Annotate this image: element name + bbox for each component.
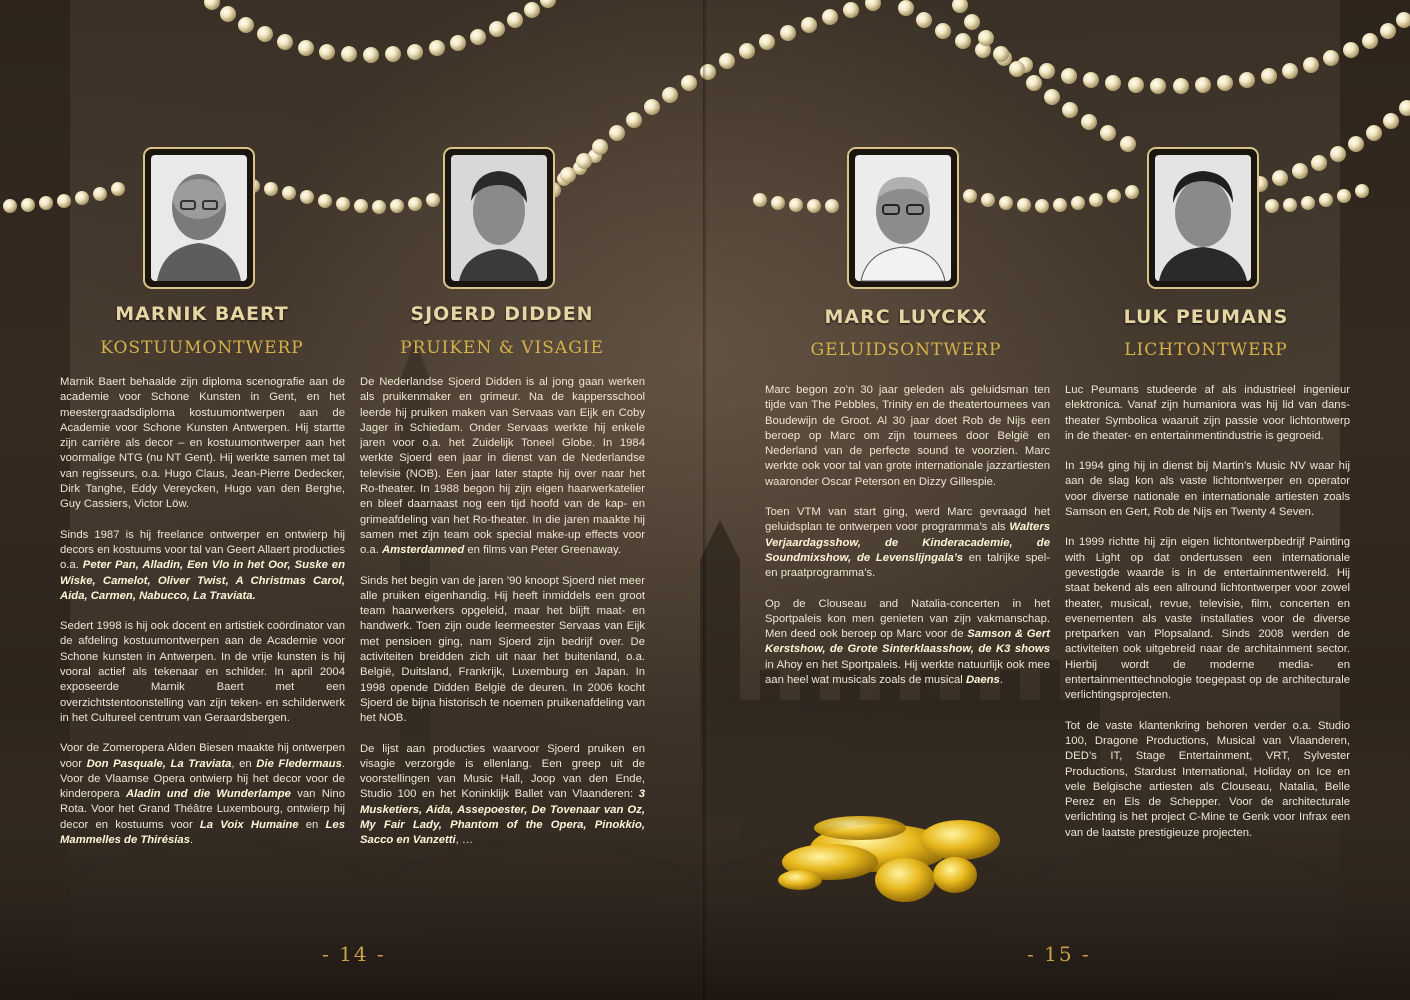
bio-paragraph	[1065, 383, 1350, 444]
role-marnik-baert: KOSTUUMONTWERP	[100, 338, 304, 358]
pearl-string-top-left	[204, 0, 556, 63]
bio-text: Marc begon zo’n 30 jaar geleden als geluidsman ten tijde van The Pebbles, Trinity en de theatertournees van Boudewijn de Groot. Al 30 jaar doet Rob de Nijs een beroep op Marc om zijn tournees door België en Nederland van de perfecte sound te voorzien. Marc werkte ook voor tal van grote internationale jazzartiesten waaronder Oscar Peterson en Dizzy Gillespie.	[765, 384, 1050, 488]
page-number-right: - 15 -	[1027, 942, 1091, 966]
portrait-luk-peumans	[1147, 147, 1259, 289]
role-sjoerd-didden: PRUIKEN & VISAGIE	[400, 338, 604, 358]
bio-title-emphasis: Die Fledermaus	[256, 757, 342, 770]
bio-text: en films van Peter Greenaway.	[464, 544, 621, 557]
role-marc-luyckx: GELUIDSONTWERP	[810, 340, 1002, 360]
bio-paragraph	[1065, 719, 1350, 841]
bio-text: van Nino Rota. Voor het Grand Théâtre Luxembourg, ontwierp hij decor en kostuums voor	[60, 788, 345, 831]
bio-text: Marnik Baert behaalde zijn diploma scenografie aan de academie voor Schone Kunsten in Gent, en het meestergraadsdiploma kostuumontwerpen aan de Academie voor Schone Kunsten Antwerpen. Hij startte zijn carrière als decor – en kostuumontwerper aan het voormalige NTG (nu NT Gent). Hij werkte samen met tal van regisseurs, o.a. Hugo Claus, Jean-Pierre Dedecker, Dirk Tanghe, Eddy Vereycken, Hugo van den Berghe, Guy Cassiers, Victor Löw.	[60, 376, 345, 511]
bio-title-emphasis: La Voix Humaine	[199, 818, 299, 831]
bio-paragraph	[765, 597, 1050, 689]
bio-marnik-baert	[60, 375, 345, 863]
bio-paragraph	[60, 619, 345, 726]
bio-text: Luc Peumans studeerde af als industrieel ingenieur elektronica. Vanaf zijn humaniora was hij lid van danstheater Symbolica waaruit zijn passie voor lichtontwerp in de theater- en entertainmentindustrie is gegroeid.	[1065, 384, 1350, 442]
name-luk-peumans: LUK PEUMANS	[1123, 306, 1289, 328]
bio-title-emphasis: Daens	[965, 674, 1000, 687]
pearl-string-right-upper	[898, 0, 1410, 94]
bio-paragraph	[360, 574, 645, 727]
bio-title-emphasis: Aladin und die Wunderlampe	[125, 788, 291, 801]
bio-text: .	[999, 674, 1003, 687]
bio-text: in Ahoy en het Sportpaleis. Hij werkte natuurlijk ook mee aan heel wat musicals zoals de musical	[765, 658, 1050, 687]
bio-text: De Nederlandse Sjoerd Didden is al jong gaan werken als pruikenmaker en grimeur. Na de kappersschool leerde hij pruiken maken van Servaas van Eijk en Coby Jager in Schiedam. Onder Servaas werkte hij enkele jaren voor o.a. het Zuidelijk Toneel Globe. In 1984 werkte Sjoerd een jaar in dienst van de Nederlandse televisie (NOB). Een jaar later stapte hij over naar het Ro-theater. In 1988 begon hij zijn eigen haarwerkatelier en bleef daarnaast nog een tijd hoofd van de kap- en grimeafdeling van het Ro-theater. In die jaren maakte hij samen met zijn team ook special make-up effects voor o.a.	[360, 376, 645, 557]
bio-text: , en	[231, 757, 257, 770]
portrait-marnik-baert	[143, 147, 255, 289]
bio-text: .	[189, 834, 194, 847]
name-sjoerd-didden: SJOERD DIDDEN	[410, 303, 594, 325]
bio-title-emphasis: Les Mammelles de Thirésias	[60, 818, 345, 847]
name-marnik-baert: MARNIK BAERT	[115, 303, 289, 325]
name-marc-luyckx: MARC LUYCKX	[824, 306, 988, 328]
bio-text: In 1994 ging hij in dienst bij Martin’s Music NV waar hij aan de slag kon als vaste lichtontwerper en operator voor diverse nationale en internationale artiesten zoals Samson en Gert, Rob de Nijs en Twenty 4 Seven.	[1065, 460, 1350, 519]
bio-text: Toen VTM van start ging, werd Marc gevraagd het geluidsplan te ontwerpen voor programma’s als	[765, 506, 1050, 534]
bio-title-emphasis: Samson & Gert Kerstshow, de Grote Sinterklaasshow, de K3 shows	[765, 628, 1050, 656]
bio-paragraph	[1065, 535, 1350, 703]
bio-paragraph	[60, 375, 345, 513]
pearl-string-top-center	[545, 0, 881, 198]
portrait-marc-luyckx	[847, 147, 959, 289]
portrait-sjoerd-didden	[443, 147, 555, 289]
bio-text: Tot de vaste klantenkring behoren verder o.a. Studio 100, Dragone Productions, Musical van Vlaanderen, DED’s IT, Stage Entertainment, VRT, Sylvester Productions, Stardust International, Holiday on Ice en vele Belgische artiesten als Clouseau, Natalia, Belle Perez en Els de Schepper. Voor de architecturale verlichting is het project C-Mine te Genk voor Infrax een van de laatste prestigieuze projecten.	[1065, 719, 1350, 839]
bio-paragraph	[60, 741, 345, 848]
bio-luk-peumans	[1065, 383, 1350, 856]
bio-text: Sinds het begin van de jaren ’90 knoopt Sjoerd niet meer alle pruiken eigenhandig. Hij heeft inmiddels een groot team haarwerkers opgeleid, maar het blijft maat- en handwerk. Toen zijn oude leermeester Servaas van Eijk met pensioen ging, nam Sjoerd zijn bedrijf over. De activiteiten breidden zich uit naar het buitenland, o.a. België, Duitsland, Frankrijk, Luxemburg en Japan. In 1998 opende Didden België de deuren. In 2006 kocht Sjoerd de bijna historisch te noemen pruikenafdeling van het NOB.	[360, 574, 645, 725]
bio-title-emphasis: Walters Verjaardagsshow, de Kinderacademie, de Soundmixshow, de Levenslijngala’s	[765, 521, 1050, 564]
bio-text: en	[298, 818, 326, 831]
bio-paragraph	[765, 383, 1050, 490]
bio-text: In 1999 richtte hij zijn eigen lichtontwerpbedrijf Painting with Light op dat ondertussen een internationale gevestigde waarde is in de entertainmentwereld. Hij staat bekend als een allround lichtontwerper voor zowel theater, musical, revue, televisie, film, concerten en evenementen als vaste installaties voor de diverse pretparken van Plopsaland. Sinds 2008 werden de activiteiten ook uitgebreid naar de architainment sector. Hierbij wordt de moderne media- en entertainmenttechnologie toegepast op de architecturale verlichtingsprojecten.	[1065, 536, 1350, 702]
bio-paragraph	[1065, 459, 1350, 520]
bio-text: Op de Clouseau and Natalia-concerten in het Sportpaleis kon men genieten van zijn vakmanschap. Men deed ook beroep op Marc voor de	[765, 597, 1050, 641]
bio-text: , …	[455, 834, 474, 847]
pearl-string-mid-right	[753, 184, 1369, 213]
bio-title-emphasis: 3 Musketiers, Aida, Assepoester, De Tovenaar van Oz, My Fair Lady, Phantom of the Opera, Pinokkio, Sacco en Vanzetti	[360, 788, 645, 847]
bio-title-emphasis: Amsterdamned	[381, 544, 465, 557]
bio-text: Sinds 1987 is hij freelance ontwerper en ontwierp hij decors en kostuums voor tal van Geert Allaert producties o.a.	[60, 528, 345, 572]
bio-text: Sedert 1998 is hij ook docent en artistiek coördinator van de afdeling kostuumontwerpen aan de Academie voor Schone kunsten in Antwerpen. In de vrije kunsten is hij vooral actief als tekenaar en schilder. In april 2004 exposeerde Marnik Baert met een overzichtstentoonstelling van zijn teken- en schilderwerk in het Cultureel centrum van Geraardsbergen.	[60, 620, 345, 724]
bio-text: en talrijke spel- en praatprogramma’s.	[765, 551, 1050, 580]
bio-paragraph	[360, 742, 645, 849]
bio-paragraph	[765, 505, 1050, 581]
bio-title-emphasis: Peter Pan, Alladin, Een Vlo in het Oor, Suske en Wiske, Camelot, Oliver Twist, A Christmas Carol, Aida, Carmen, Nabucco, La Traviata.	[60, 559, 345, 602]
bio-title-emphasis: Don Pasquale, La Traviata	[86, 757, 232, 770]
bio-sjoerd-didden	[360, 375, 645, 864]
bio-marc-luyckx	[765, 383, 1050, 703]
bio-paragraph	[360, 375, 645, 559]
bio-text: De lijst aan producties waarvoor Sjoerd pruiken en visagie verzorgde is ellenlang. Een greep uit de voorstellingen van Music Hall, Joop van den Ende, Studio 100 en het Koninklijk Ballet van Vlaanderen:	[360, 742, 645, 801]
role-luk-peumans: LICHTONTWERP	[1124, 340, 1288, 360]
page-number-left: - 14 -	[322, 942, 386, 966]
bio-paragraph	[60, 528, 345, 604]
bio-text: Voor de Zomeropera Alden Biesen maakte hij ontwerpen voor	[60, 742, 345, 770]
bio-text: . Voor de Vlaamse Opera ontwierp hij het decor voor de kinderopera	[60, 757, 345, 801]
page-fold	[703, 0, 707, 1000]
